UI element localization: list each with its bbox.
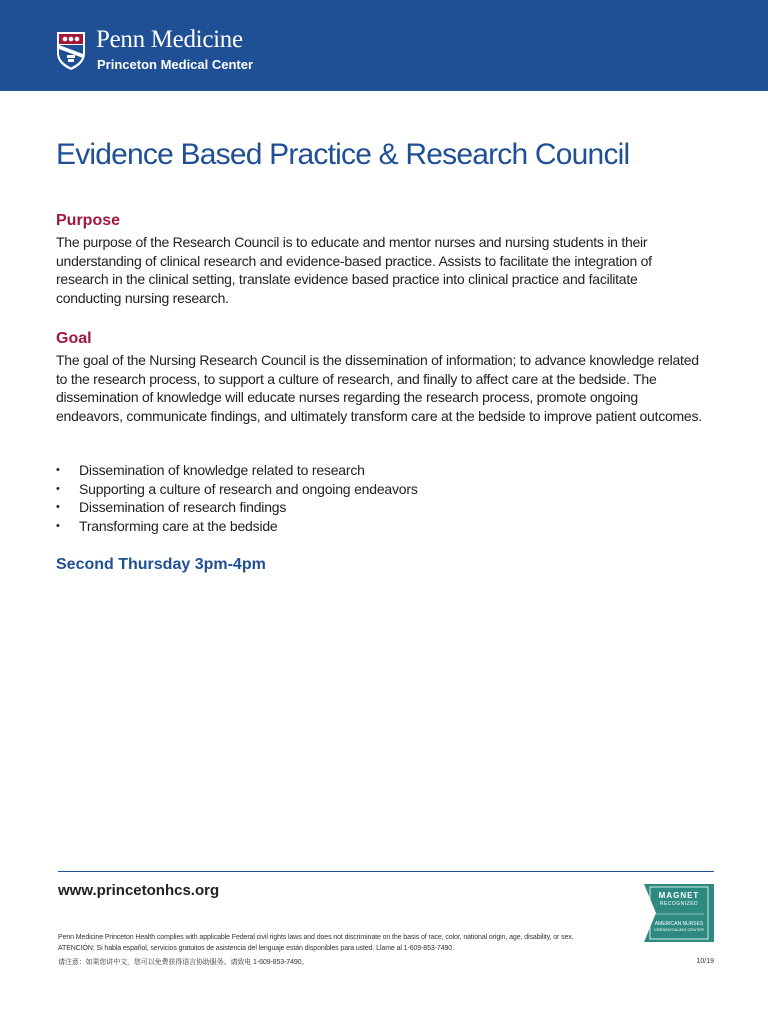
list-item: • Dissemination of knowledge related to research bbox=[56, 461, 418, 480]
magnet-line-4: CREDENTIALING CENTER bbox=[653, 927, 704, 932]
footer-divider bbox=[58, 871, 714, 872]
list-item: • Supporting a culture of research and ongoing endeavors bbox=[56, 480, 418, 499]
magnet-recognized-badge bbox=[644, 884, 714, 942]
header-bar bbox=[0, 0, 768, 91]
list-item: • Transforming care at the bedside bbox=[56, 517, 418, 536]
purpose-heading: Purpose bbox=[56, 212, 121, 229]
goal-bullet-list bbox=[56, 461, 418, 536]
purpose-text: The purpose of the Research Council is to educate and mentor nurses and nursing students in their understanding of clinical research and evidence-based practice. Assists to facilitate the integration of research in the clinical setting, translate evidence based practice into clinical practice and facilitate conducting nursing research. bbox=[56, 234, 652, 307]
goal-text: The goal of the Nursing Research Council is the dissemination of information; to advance knowledge related to the research process, to support a culture of research, and finally to affect care at the bedside. The dissemination of knowledge will educate nurses regarding the research process, promote ongoing endeavors, communicate findings, and ultimately transform care at the bedside to improve patient outcomes. bbox=[56, 352, 702, 425]
page-title: Evidence Based Practice & Research Council bbox=[56, 138, 630, 171]
website-link[interactable]: www.princetonhcs.org bbox=[58, 882, 220, 899]
meeting-time: Second Thursday 3pm-4pm bbox=[56, 556, 266, 573]
legal-notice-chinese: 请注意：如果您讲中文，您可以免费获得语言协助服务。请致电 1-609-853-7490。 bbox=[58, 959, 309, 966]
penn-shield-logo-icon bbox=[56, 31, 86, 71]
list-item: • Dissemination of research findings bbox=[56, 498, 418, 517]
brand-subtitle: Princeton Medical Center bbox=[97, 57, 254, 72]
goal-heading: Goal bbox=[56, 330, 92, 347]
document-code: 10/19 bbox=[696, 958, 714, 965]
magnet-line-3: AMERICAN NURSES bbox=[654, 921, 704, 927]
brand-name: Penn Medicine bbox=[96, 26, 243, 53]
magnet-line-1: MAGNET bbox=[658, 891, 700, 900]
legal-notice-english: Penn Medicine Princeton Health complies with applicable Federal civil rights laws and does not discriminate on the basis of race, color, national origin, age, disability, or sex. bbox=[58, 934, 574, 941]
legal-notice-spanish: ATENCIÓN: Si habla español, servicios gratuitos de asistencia del lenguaje están disponibles para usted. Llame al 1-609-853-7490. bbox=[58, 945, 454, 952]
magnet-line-2: RECOGNIZED bbox=[659, 901, 699, 907]
